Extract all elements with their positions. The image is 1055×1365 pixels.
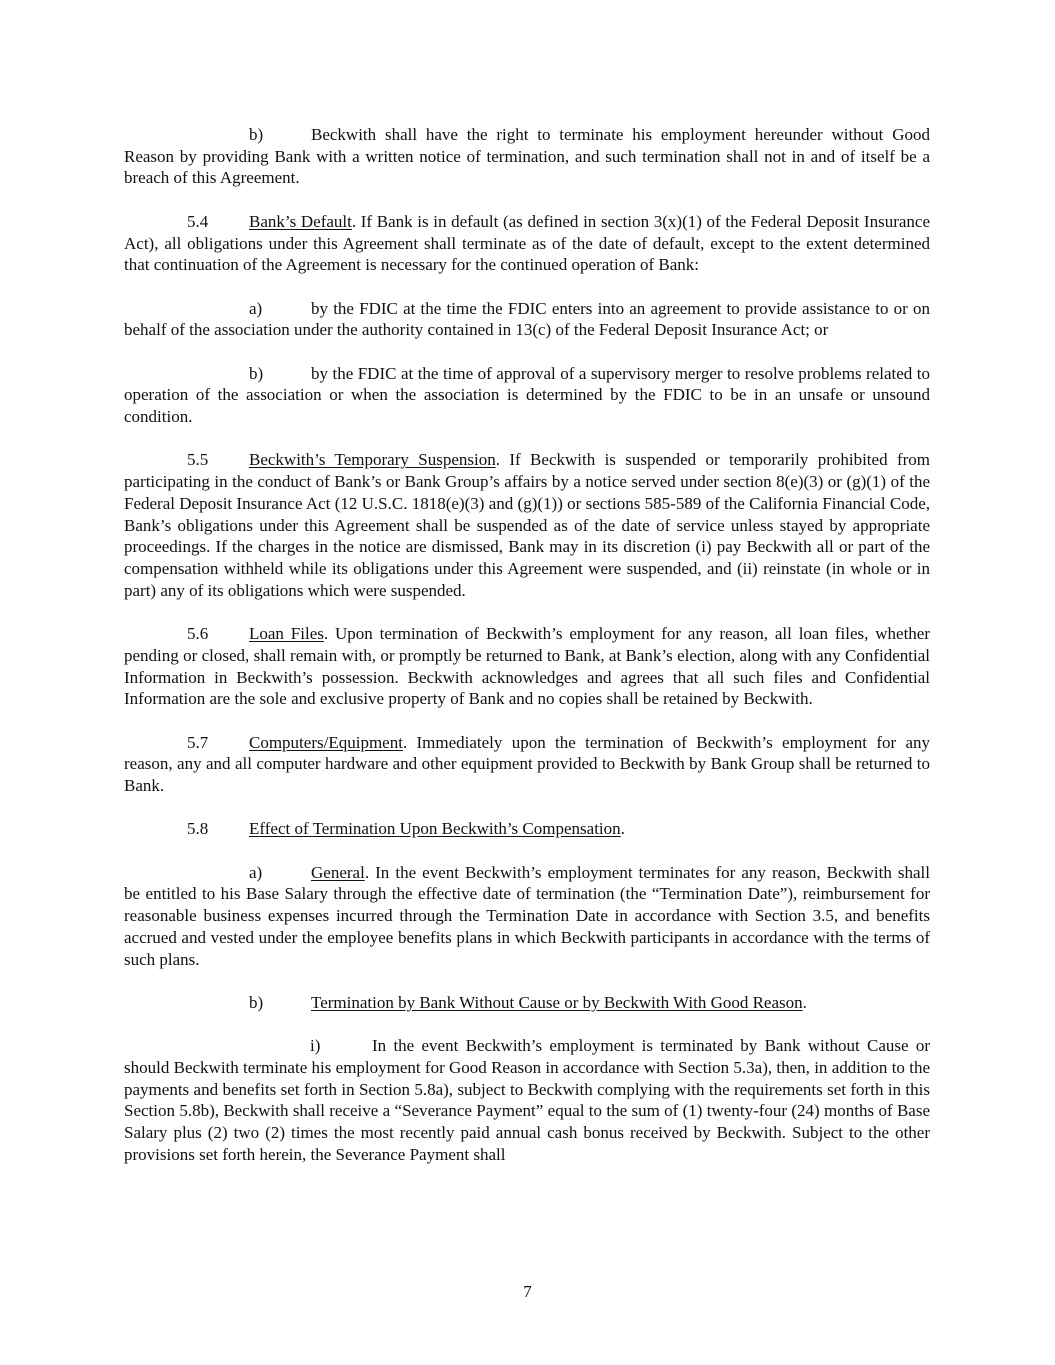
- paragraph-5-3b: [124, 124, 930, 189]
- item-heading: Termination by Bank Without Cause or by Beckwith With Good Reason: [311, 992, 803, 1012]
- paragraph-text: . If Bank is in default (as defined in section 3(x)(1) of the Federal Deposit Insurance Act), all obligations under this Agreement shall terminate as of the date of default, except to the extent determined that continuation of the Agreement is necessary for the continued operation of Bank:: [124, 211, 930, 275]
- item-label: a): [249, 862, 263, 882]
- paragraph-5-8a: [124, 862, 930, 971]
- item-label: b): [249, 992, 264, 1012]
- paragraph-text: by the FDIC at the time of approval of a supervisory merger to resolve problems related to operation of the association or when the association is determined by the FDIC to be in an unsafe or unsound condition.: [124, 363, 930, 427]
- section-5-7: [124, 732, 930, 797]
- paragraph-5-8b: [124, 992, 930, 1014]
- paragraph-5-8b-i: [124, 1035, 930, 1165]
- section-5-6: [124, 623, 930, 710]
- paragraph-text: . In the event Beckwith’s employment terminates for any reason, Beckwith shall be entitled to his Base Salary through the effective date of termination (the “Termination Date”), reimbursement for reasonable business expenses incurred through the Termination Date in accordance with Section 3.5, and benefits accrued and vested under the employee benefits plans in which Beckwith participants in accordance with the terms of such plans.: [124, 862, 930, 969]
- section-5-5: [124, 449, 930, 601]
- item-heading: General: [311, 862, 365, 882]
- section-number: 5.7: [187, 732, 209, 752]
- paragraph-text: . Upon termination of Beckwith’s employment for any reason, all loan files, whether pending or closed, shall remain with, or promptly be returned to Bank, at Bank’s election, along with any Confidential Information in Beckwith’s possession. Beckwith acknowledges and agrees that all such files and Confidential Information are the sole and exclusive property of Bank and no copies shall be retained by Beckwith.: [124, 624, 930, 709]
- section-heading: Loan Files: [249, 624, 324, 644]
- item-label: b): [249, 125, 264, 144]
- section-number: 5.6: [187, 624, 209, 644]
- section-number: 5.4: [187, 211, 209, 231]
- paragraph-text: . Immediately upon the termination of Beckwith’s employment for any reason, any and all computer hardware and other equipment provided to Beckwith by Bank Group shall be returned to Bank.: [124, 732, 930, 795]
- section-heading: Effect of Termination Upon Beckwith’s Compensation: [249, 819, 621, 839]
- paragraph-text: .: [802, 992, 807, 1012]
- page-number: 7: [523, 1282, 532, 1301]
- item-label: b): [249, 363, 264, 383]
- paragraph-text: . If Beckwith is suspended or temporarily prohibited from participating in the conduct of Bank’s or Bank Group’s affairs by a notice served under section 8(e)(3) or (g)(1) of the Federal Deposit Insurance Act (12 U.S.C. 1818(e)(3) and (g)(1)) or sections 585-589 of the California Financial Code, Bank’s obligations under this Agreement shall be suspended as of the date of service unless stayed by appropriate proceedings. If the charges in the notice are dismissed, Bank may in its discretion (i) pay Beckwith all or part of the compensation withheld while its obligations under this Agreement were suspended, and (ii) reinstate (in whole or in part) any of its obligations which were suspended.: [124, 450, 930, 600]
- section-heading: Beckwith’s Temporary Suspension: [249, 450, 496, 470]
- item-label: a): [249, 298, 263, 318]
- section-heading: Bank’s Default: [249, 211, 352, 231]
- section-5-4: [124, 211, 930, 276]
- paragraph-text: by the FDIC at the time the FDIC enters into an agreement to provide assistance to or on behalf of the association under the authority contained in 13(c) of the Federal Deposit Insurance Act; or: [124, 298, 930, 340]
- paragraph-5-4b: [124, 363, 930, 428]
- section-number: 5.8: [187, 819, 209, 839]
- paragraph-5-4a: [124, 298, 930, 341]
- paragraph-text: In the event Beckwith’s employment is terminated by Bank without Cause or should Beckwith terminate his employment for Good Reason in accordance with Section 5.3a), then, in addition to the payments and benefits set forth in Section 5.8a), subject to Beckwith complying with the requirements set forth in this Section 5.8b), Beckwith shall receive a “Severance Payment” equal to the sum of (1) twenty-four (24) months of Base Salary plus (2) two (2) times the most recently paid annual cash bonus received by Beckwith. Subject to the other provisions set forth herein, the Severance Payment shall: [124, 1036, 930, 1164]
- section-number: 5.5: [187, 450, 209, 470]
- item-label: i): [310, 1036, 321, 1056]
- document-page: [124, 124, 930, 1187]
- paragraph-text: .: [620, 819, 625, 839]
- section-5-8: [124, 818, 930, 840]
- paragraph-text: Beckwith shall have the right to terminate his employment hereunder without Good Reason by providing Bank with a written notice of termination, and such termination shall not in and of itself be a breach of this Agreement.: [124, 125, 930, 188]
- section-heading: Computers/Equipment: [249, 732, 403, 752]
